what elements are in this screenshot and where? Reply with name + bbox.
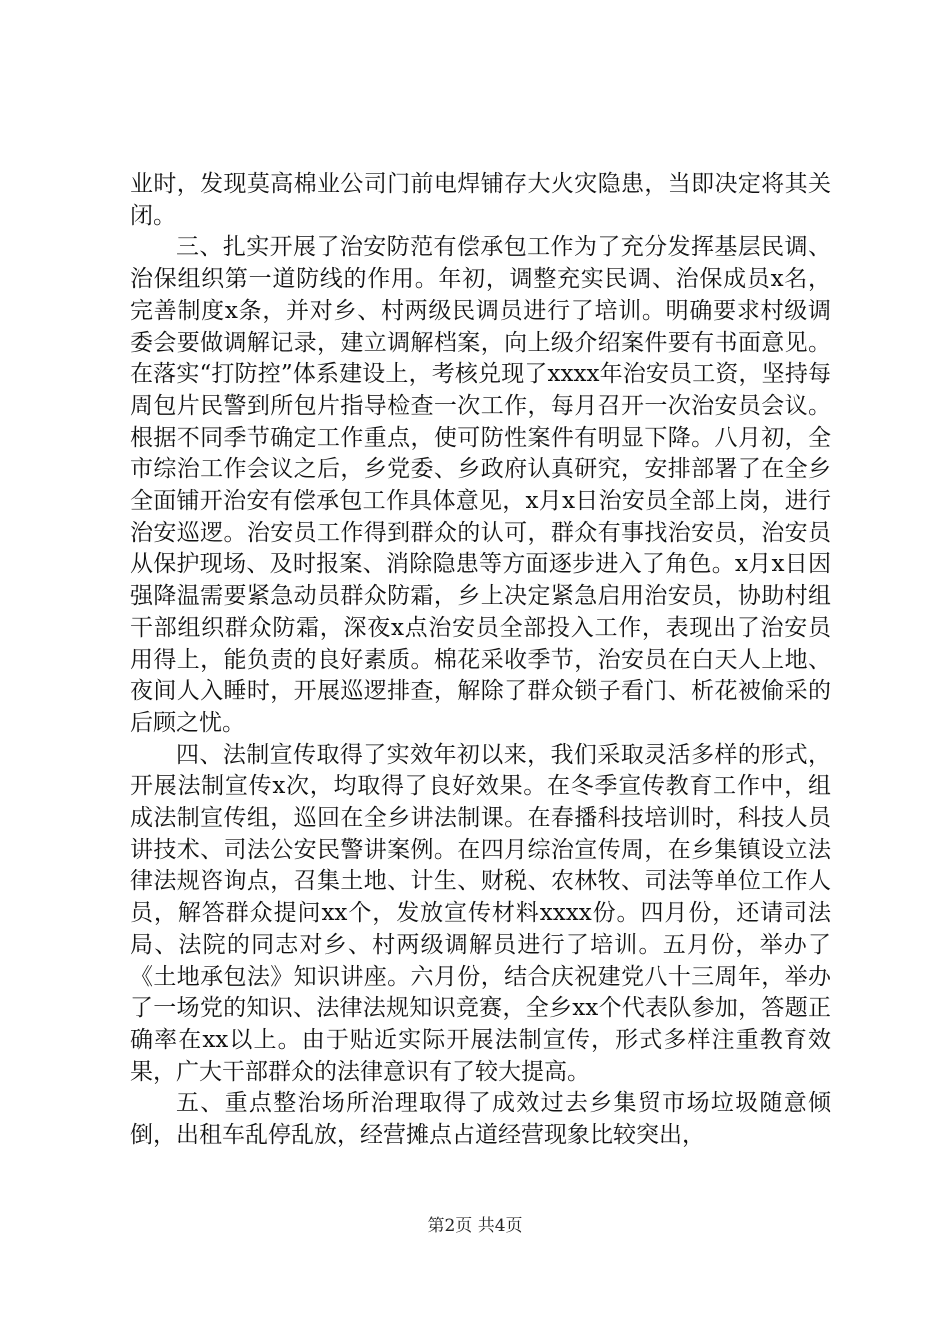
- paragraph-section-5: 五、重点整治场所治理取得了成效过去乡集贸市场垃圾随意倾倒，出租车乱停乱放，经营摊点占道经营现象比较突出，: [130, 1090, 831, 1149]
- paragraph-section-3: 三、扎实开展了治安防范有偿承包工作为了充分发挥基层民调、治保组织第一道防线的作用。年初，调整充实民调、治保成员x名，完善制度x条，并对乡、村两级民调员进行了培训。明确要求村级调委会要做调解记录，建立调解档案，向上级介绍案件要有书面意见。在落实“打防控”体系建设上，考核兑现了xxxx年治安员工资，坚持每周包片民警到所包片指导检查一次工作，每月召开一次治安员会议。根据不同季节确定工作重点，使可防性案件有明显下降。八月初，全市综治工作会议之后，乡党委、乡政府认真研究，安排部署了在全乡全面铺开治安有偿承包工作具体意见，x月x日治安员全部上岗，进行治安巡逻。治安员工作得到群众的认可，群众有事找治安员，治安员从保护现场、及时报案、消除隐患等方面逐步进入了角色。x月x日因强降温需要紧急动员群众防霜，乡上决定紧急启用治安员，协助村组干部组织群众防霜，深夜x点治安员全部投入工作，表现出了治安员用得上，能负责的良好素质。棉花采收季节，治安员在白天人上地、夜间人入睡时，开展巡逻排查，解除了群众锁子看门、析花被偷采的后顾之忧。: [130, 234, 831, 736]
- paragraph-section-4: 四、法制宣传取得了实效年初以来，我们采取灵活多样的形式，开展法制宣传x次，均取得了良好效果。在冬季宣传教育工作中，组成法制宣传组，巡回在全乡讲法制课。在春播科技培训时，科技人员讲技术、司法公安民警讲案例。在四月综治宣传周，在乡集镇设立法律法规咨询点，召集土地、计生、财税、农林牧、司法等单位工作人员，解答群众提问xx个，发放宣传材料xxxx份。四月份，还请司法局、法院的同志对乡、村两级调解员进行了培训。五月份，举办了《土地承包法》知识讲座。六月份，结合庆祝建党八十三周年，举办了一场党的知识、法律法规知识竞赛，全乡xx个代表队参加，答题正确率在xx以上。由于贴近实际开展法制宣传，形式多样注重教育效果，广大干部群众的法律意识有了较大提高。: [130, 741, 831, 1085]
- page-number-footer: 第2页 共4页: [427, 1216, 523, 1236]
- body-text: [130, 169, 831, 1152]
- paragraph-continuation: 业时，发现莫高棉业公司门前电焊铺存大火灾隐患，当即决定将其关闭。: [130, 171, 831, 229]
